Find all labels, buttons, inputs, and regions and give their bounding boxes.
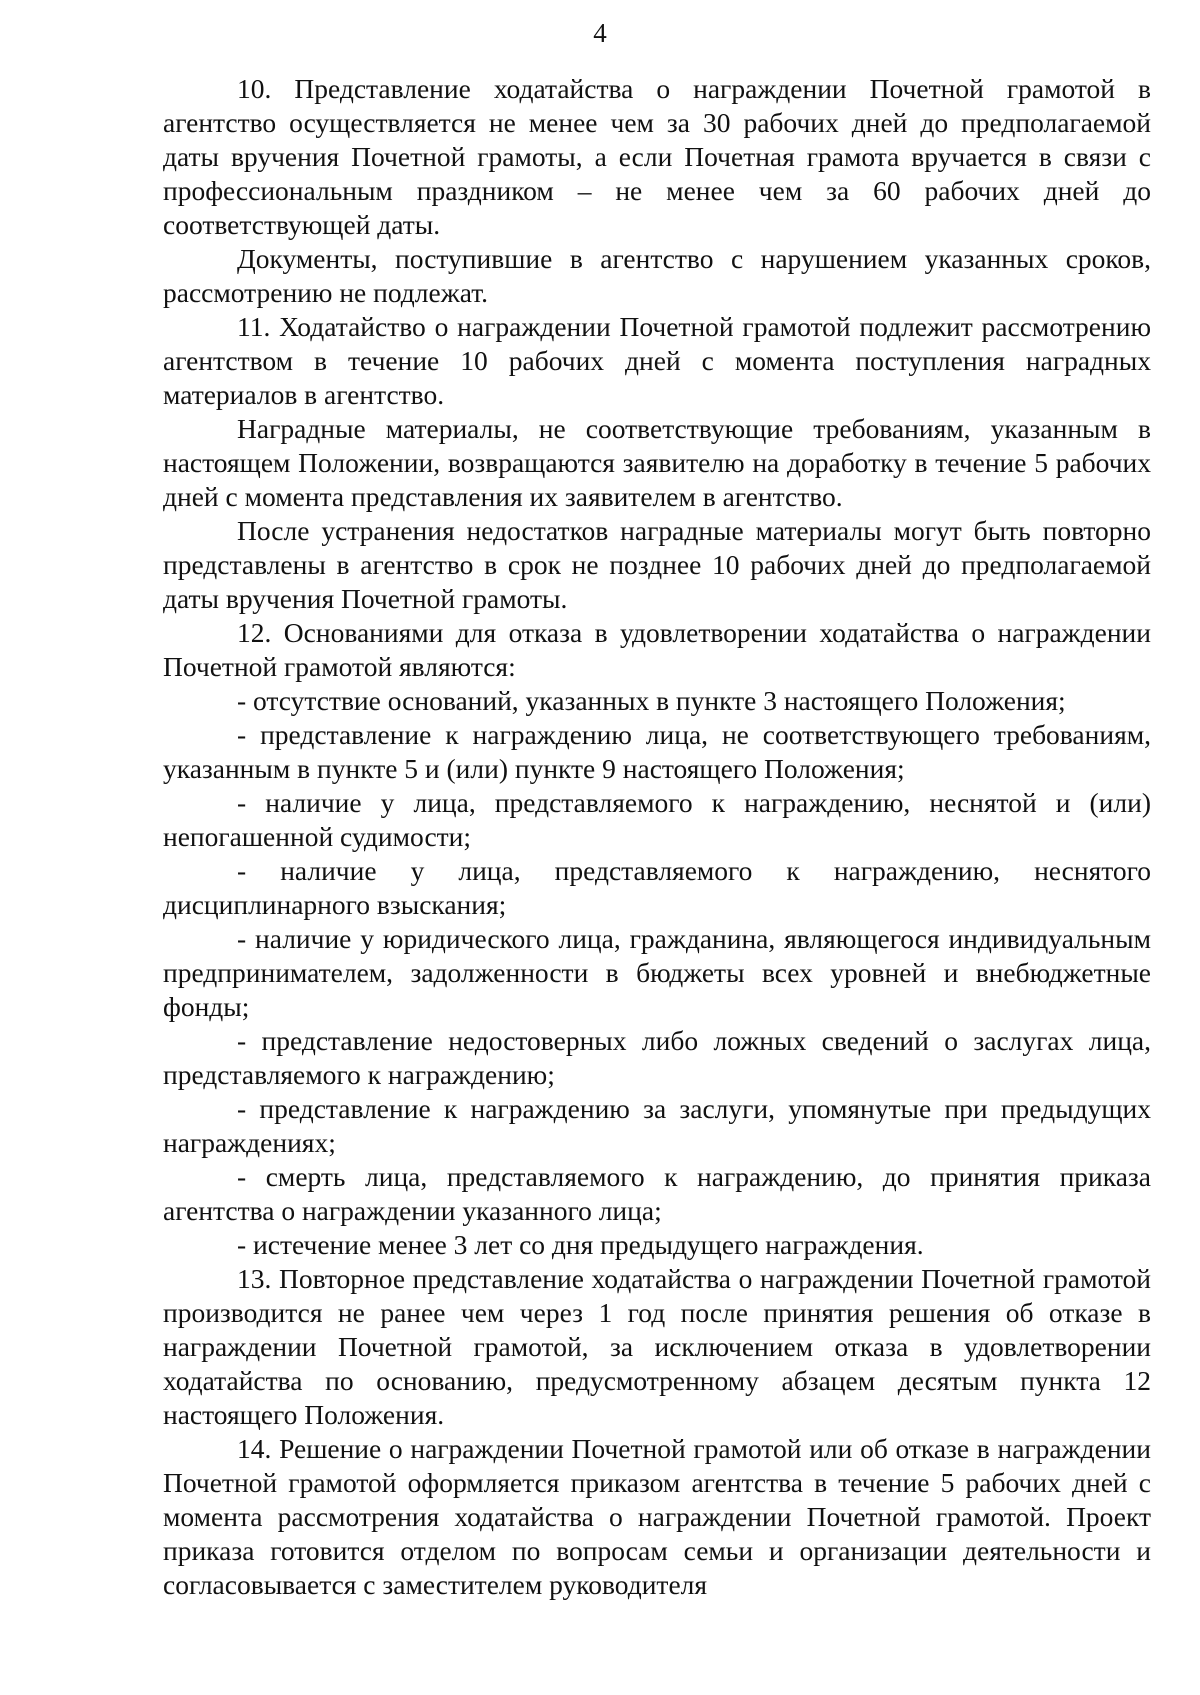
list-item: - истечение менее 3 лет со дня предыдущего награждения. xyxy=(237,1229,924,1260)
paragraph-11: 11. Ходатайство о награждении Почетной грамотой подлежит рассмотрению агентством в течение 10 рабочих дней с момента поступления наградных материалов в агентство. xyxy=(163,311,1151,410)
list-item: - наличие у лица, представляемого к награждению, неснятой и (или) непогашенной судимости; xyxy=(163,787,1151,852)
list-item: - представление к награждению лица, не соответствующего требованиям, указанным в пункте 5 и (или) пункте 9 настоящего Положения; xyxy=(163,719,1151,784)
list-item: - наличие у юридического лица, гражданина, являющегося индивидуальным предпринимателем, задолженности в бюджеты всех уровней и внебюджетные фонды; xyxy=(163,923,1151,1022)
list-item: - отсутствие оснований, указанных в пункте 3 настоящего Положения; xyxy=(237,685,1066,716)
paragraph-13: 13. Повторное представление ходатайства о награждении Почетной грамотой производится не ранее чем через 1 год после принятия решения об отказе в награждении Почетной грамотой, за исключением отказа в удовлетворении ходатайства по основанию, предусмотренному абзацем десятым пункта 12 настоящего Положения. xyxy=(163,1263,1151,1430)
paragraph-11-resubmit: После устранения недостатков наградные материалы могут быть повторно представлены в агентство в срок не позднее 10 рабочих дней до предполагаемой даты вручения Почетной грамоты. xyxy=(163,515,1151,614)
document-body xyxy=(163,72,1151,1602)
paragraph-10: 10. Представление ходатайства о награждении Почетной грамотой в агентство осуществляется не менее чем за 30 рабочих дней до предполагаемой даты вручения Почетной грамоты, а если Почетная грамота вручается в связи с профессиональным праздником – не менее чем за 60 рабочих дней до соответствующей даты. xyxy=(163,73,1151,240)
list-item: - наличие у лица, представляемого к награждению, неснятого дисциплинарного взыскания; xyxy=(163,855,1151,920)
paragraph-12: 12. Основаниями для отказа в удовлетворении ходатайства о награждении Почетной грамотой являются: xyxy=(163,617,1151,682)
paragraph-10-note: Документы, поступившие в агентство с нарушением указанных сроков, рассмотрению не подлежат. xyxy=(163,243,1151,308)
paragraph-14: 14. Решение о награждении Почетной грамотой или об отказе в награждении Почетной грамотой оформляется приказом агентства в течение 5 рабочих дней с момента рассмотрения ходатайства о награждении Почетной грамотой. Проект приказа готовится отделом по вопросам семьи и организации деятельности и согласовывается с заместителем руководителя xyxy=(163,1433,1151,1600)
list-item: - представление недостоверных либо ложных сведений о заслугах лица, представляемого к награждению; xyxy=(163,1025,1151,1090)
paragraph-11-return: Наградные материалы, не соответствующие требованиям, указанным в настоящем Положении, возвращаются заявителю на доработку в течение 5 рабочих дней с момента представления их заявителем в агентство. xyxy=(163,413,1151,512)
list-item: - представление к награждению за заслуги, упомянутые при предыдущих награждениях; xyxy=(163,1093,1151,1158)
page-number: 4 xyxy=(593,18,607,48)
list-item: - смерть лица, представляемого к награждению, до принятия приказа агентства о награждении указанного лица; xyxy=(163,1161,1151,1226)
